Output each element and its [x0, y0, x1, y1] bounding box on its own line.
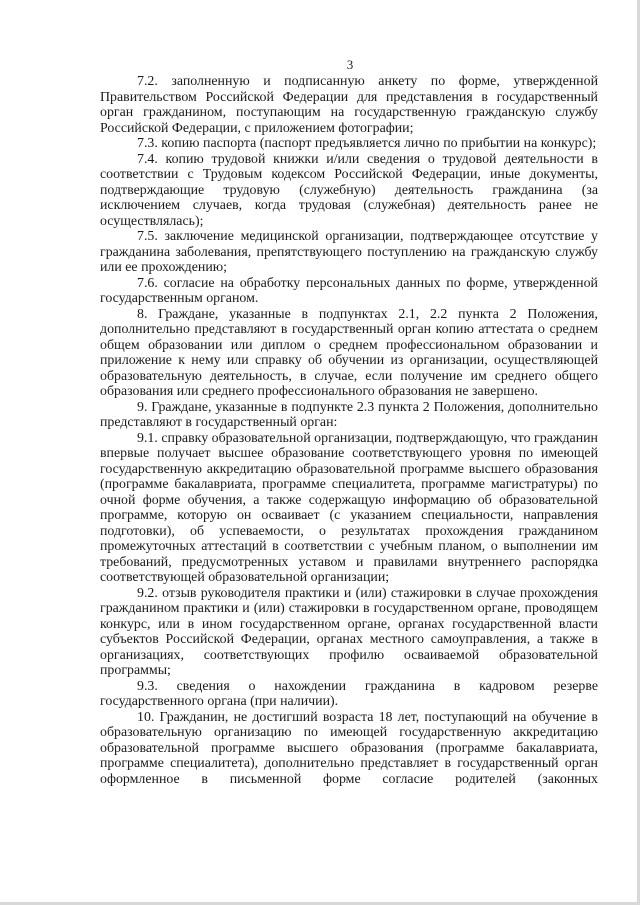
paragraph-7-6: 7.6. согласие на обработку персональных данных по форме, утвержденной государственным органом.: [100, 275, 598, 306]
document-body: [100, 74, 598, 787]
paragraph-8: 8. Граждане, указанные в подпунктах 2.1, 2.2 пункта 2 Положения, дополнительно представляют в государственный орган копию аттестата о среднем общем образовании или диплом о среднем профессиональном образовании и приложение к нему или справку об обучении из организации, осуществляющей образовательную деятельность, в случае, если получение им среднего общего образования или среднего профессионального образования не завершено.: [100, 306, 598, 399]
paragraph-9-1: 9.1. справку образовательной организации, подтверждающую, что гражданин впервые получает высшее образование соответствующего уровня по имеющей государственную аккредитацию образовательной программе высшего образования (программе бакалавриата, программе специалитета, программе магистратуры) по очной форме обучения, а также содержащую информацию об образовательной программе, которую он осваивает (с указанием специальности, направления подготовки), об успеваемости, о результатах прохождения гражданином промежуточных аттестаций в соответствии с учебным планом, о выполнении им требований, предусмотренных уставом и правилами внутреннего распорядка соответствующей образовательной организации;: [100, 430, 598, 585]
paragraph-9-2: 9.2. отзыв руководителя практики и (или) стажировки в случае прохождения гражданином практики и (или) стажировки в государственном органе, проводящем конкурс, или в ином государственном органе, органах государственной власти субъектов Российской Федерации, органах местного самоуправления, а также в организациях, соответствующих профилю осваиваемой образовательной программы;: [100, 585, 598, 678]
paragraph-9-3: 9.3. сведения о нахождении гражданина в кадровом резерве государственного органа (при наличии).: [100, 678, 598, 709]
paragraph-10: 10. Гражданин, не достигший возраста 18 лет, поступающий на обучение в образовательную организацию по имеющей государственную аккредитацию образовательной программе высшего образования (программе бакалавриата, программе специалитета), дополнительно представляет в государственный орган оформленное в письменной форме согласие родителей (законных: [100, 709, 598, 787]
paragraph-7-5: 7.5. заключение медицинской организации, подтверждающее отсутствие у гражданина заболевания, препятствующего поступлению на гражданскую службу или ее прохождению;: [100, 229, 598, 275]
paragraph-7-3: 7.3. копию паспорта (паспорт предъявляется лично по прибытии на конкурс);: [137, 136, 597, 151]
page-number: 3: [346, 57, 354, 72]
paragraph-9: 9. Граждане, указанные в подпункте 2.3 пункта 2 Положения, дополнительно представляют в государственный орган:: [100, 399, 598, 430]
paragraph-7-4: 7.4. копию трудовой книжки и/или сведения о трудовой деятельности в соответствии с Трудовым кодексом Российской Федерации, иные документы, подтверждающие трудовую (служебную) деятельность гражданина (за исключением случаев, когда трудовая (служебная) деятельность ранее не осуществлялась);: [100, 151, 598, 229]
paragraph-7-2: 7.2. заполненную и подписанную анкету по форме, утвержденной Правительством Российской Федерации для представления в государственный орган гражданином, поступающим на государственную гражданскую службу Российской Федерации, с приложением фотографии;: [100, 74, 598, 136]
